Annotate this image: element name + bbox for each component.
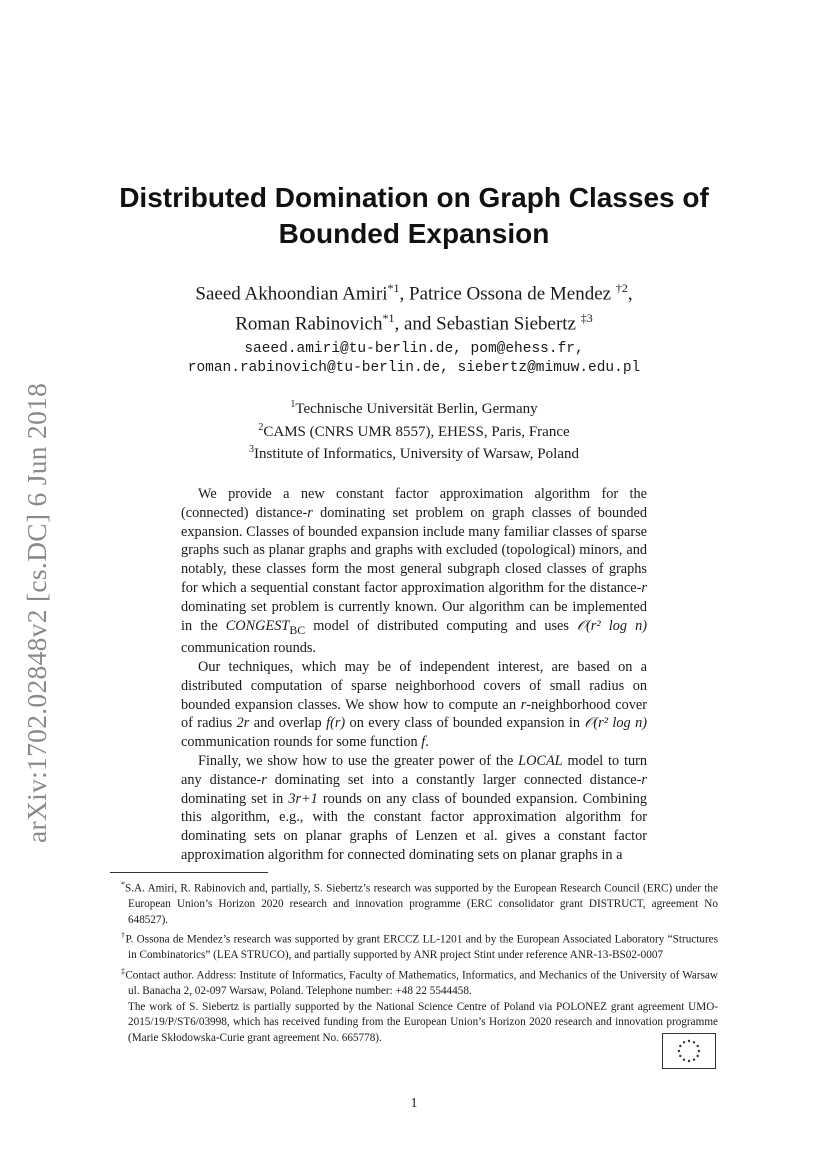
affiliation-2-mark: 2 xyxy=(258,421,264,433)
affiliation-1 xyxy=(110,396,718,419)
arxiv-identifier-stamp: arXiv:1702.02848v2 [cs.DC] 6 Jun 2018 xyxy=(21,382,52,843)
page-number: 1 xyxy=(410,1096,418,1111)
abstract-paragraph-1: We provide a new constant factor approximation algorithm for the (connected) distance-r dominating set problem on graph classes of bounded expansion. Classes of bounded expansion include many familiar classes of sparse graphs such as planar graphs and graphs with excluded (topological) minors, and notably, these classes form the most general subgraph closed classes of graphs for which a sequential constant factor approximation algorithm for the distance-r dominating set problem is currently known. Our algorithm can be implemented in the $CONGEST_{BC}$ model of distributed computing and uses 𝒪(r² log n) communication rounds. xyxy=(181,486,647,657)
author-emails xyxy=(110,340,718,378)
affiliation-1-text: Technische Universität Berlin, Germany xyxy=(295,401,538,417)
footnote-3-continued: The work of S. Siebertz is partially supported by the National Science Centre of Poland via POLONEZ grant agreement UMO-2015/19/P/ST6/03998, which has received funding from the European Union’s Horizon 2020 research and innovation programme (Marie Skłodowska-Curie grant agreement No. 665778). xyxy=(128,1000,718,1044)
author-siebertz: and Sebastian Siebertz xyxy=(403,313,576,335)
affiliation-3-text: Institute of Informatics, University of Warsaw, Poland xyxy=(254,446,579,462)
author-amiri: Saeed Akhoondian Amiri xyxy=(195,283,388,305)
footnotes xyxy=(110,877,718,1046)
affiliation-1-mark: 1 xyxy=(290,399,296,410)
eu-flag-icon xyxy=(662,1033,716,1069)
footnote-2: †P. Ossona de Mendez’s research was supported by grant ERCCZ LL-1201 and by the European Associated Laboratory “Structures in Combinatorics” (LEA STRUCO), and partially supported by ANR project Stint under reference ANR-13-BS02-0007 xyxy=(121,931,718,962)
affiliation-3-mark: 3 xyxy=(249,444,254,455)
title-line-1: Distributed Domination on Graph Classes of xyxy=(119,182,709,213)
congest-model: CONGEST xyxy=(225,617,290,634)
email-line-1: saeed.amiri@tu-berlin.de, pom@ehess.fr, xyxy=(244,341,584,357)
author-rabinovich-mark: *1 xyxy=(382,311,395,326)
title-line-2: Bounded Expansion xyxy=(278,218,550,249)
affiliation-3 xyxy=(110,441,718,464)
abstract xyxy=(181,485,647,865)
author-amiri-mark: *1 xyxy=(387,281,400,295)
affiliations xyxy=(110,396,718,464)
footnote-1: *S.A. Amiri, R. Rabinovich and, partially, S. Siebertz’s research was supported by the European Research Council (ERC) under the European Union’s Horizon 2020 research and innovation programme (ERC consolidator grant DISTRUCT, agreement No 648527). xyxy=(121,880,718,926)
footnote-3: ‡Contact author. Address: Institute of Informatics, Faculty of Mathematics, Informatics, and Mechanics of the University of Warsaw ul. Banacha 2, 02-097 Warsaw, Poland. Telephone number: +48 22 5544458. xyxy=(121,966,718,998)
author-ossona-de-mendez: Patrice Ossona de Mendez xyxy=(409,283,612,305)
author-ossona-mark: †2 xyxy=(615,281,628,295)
paper-title xyxy=(60,180,768,252)
author-rabinovich: Roman Rabinovich xyxy=(235,313,383,335)
local-model: LOCAL xyxy=(518,753,563,770)
abstract-paragraph-3: Finally, we show how to use the greater power of the LOCAL model to turn any distance-r dominating set into a constantly larger connected distance-r dominating set in 3r+1 rounds on any class of bounded expansion. Combining this algorithm, e.g., with the constant factor approximation algorithm for dominating sets on planar graphs of Lenzen et al. gives a constant factor approximation algorithm for connected dominating sets on planar graphs in a xyxy=(181,753,647,863)
affiliation-2-text: CAMS (CNRS UMR 8557), EHESS, Paris, France xyxy=(263,423,570,440)
email-line-2: roman.rabinovich@tu-berlin.de, siebertz@mimuw.edu.pl xyxy=(187,360,641,376)
footnote-divider xyxy=(110,872,268,873)
affiliation-2 xyxy=(110,419,718,442)
author-siebertz-mark: ‡3 xyxy=(580,311,593,326)
abstract-paragraph-2: Our techniques, which may be of independent interest, are based on a distributed computation of sparse neighborhood covers of small radius on bounded expansion classes. We show how to compute an r-neighborhood cover of radius 2r and overlap f(r) on every class of bounded expansion in 𝒪(r² log n) communication rounds for some function f. xyxy=(181,659,647,751)
author-list: Saeed Akhoondian Amiri$^{*1}$, Patrice Ossona de Mendez $^{\dagger 2}$, Roman Rabinovich$^{*1}$, and Sebastian Siebertz $^{\ddagger 3}$ xyxy=(195,281,633,335)
